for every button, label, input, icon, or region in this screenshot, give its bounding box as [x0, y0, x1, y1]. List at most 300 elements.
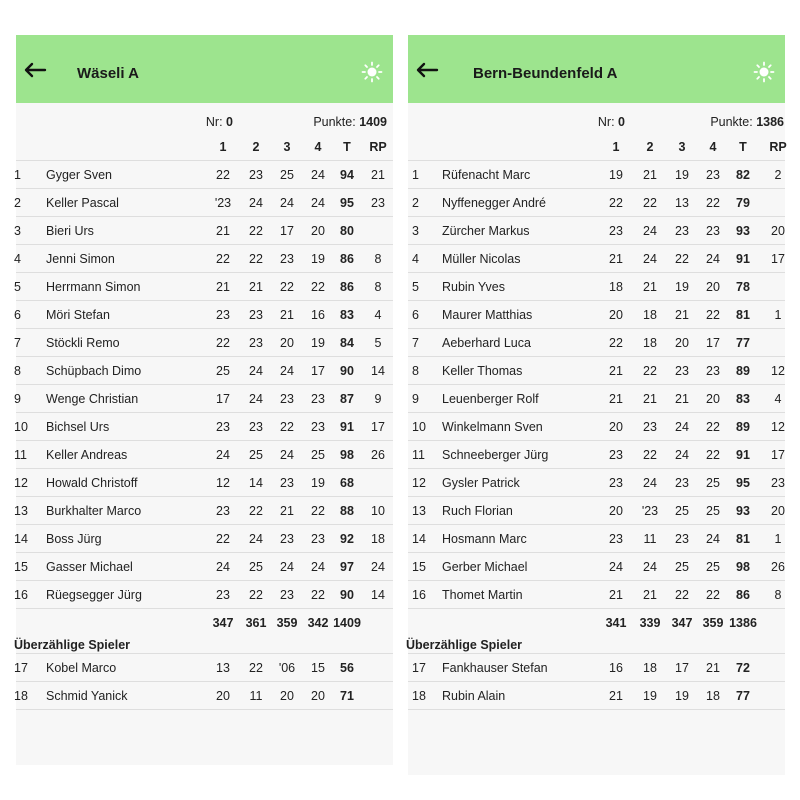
score-total: 89 [736, 420, 750, 434]
player-name: Kobel Marco [46, 661, 117, 675]
player-rank: 5 [412, 280, 419, 294]
table-row[interactable] [408, 468, 785, 496]
score-3: 21 [280, 504, 294, 518]
table-row[interactable] [408, 681, 785, 710]
score-total: 98 [736, 560, 750, 574]
player-rank: 11 [14, 448, 27, 462]
score-3: 20 [280, 689, 294, 703]
score-1: 24 [216, 560, 230, 574]
score-1: 23 [609, 224, 623, 238]
score-total: 72 [736, 661, 750, 675]
score-2: 23 [249, 420, 263, 434]
team-panel-left [16, 35, 393, 765]
table-row[interactable] [16, 524, 393, 552]
column-header-rp: RP [769, 140, 787, 154]
score-total: 68 [340, 476, 354, 490]
score-total: 77 [736, 336, 750, 350]
score-3: 24 [280, 364, 294, 378]
score-3: 23 [675, 532, 689, 546]
score-2: 11 [643, 532, 657, 546]
score-2: 22 [249, 224, 263, 238]
score-4: 23 [706, 168, 720, 182]
score-2: 24 [249, 532, 263, 546]
score-4: 22 [706, 308, 720, 322]
player-name: Fankhauser Stefan [442, 661, 548, 675]
score-3: 24 [280, 196, 294, 210]
score-rp: 4 [374, 308, 382, 322]
total-t: 1409 [333, 616, 361, 630]
player-rank: 14 [14, 532, 28, 546]
score-total: 83 [736, 392, 750, 406]
score-3: 24 [675, 420, 689, 434]
score-1: 25 [216, 364, 230, 378]
score-2: 22 [643, 364, 657, 378]
points-value: 1386 [756, 115, 784, 129]
table-row[interactable] [408, 328, 785, 356]
player-name: Gerber Michael [442, 560, 528, 574]
score-rp: 8 [374, 252, 382, 266]
table-row[interactable] [408, 300, 785, 328]
score-rp: 12 [771, 420, 785, 434]
table-row[interactable] [408, 244, 785, 272]
table-row[interactable] [408, 356, 785, 384]
table-row[interactable] [408, 412, 785, 440]
score-total: 95 [736, 476, 750, 490]
points-label-text: Punkte: [710, 115, 753, 129]
player-name: Keller Pascal [46, 196, 119, 210]
score-2: 18 [643, 661, 657, 675]
score-2: 14 [249, 476, 263, 490]
table-row[interactable] [16, 440, 393, 468]
player-name: Stöckli Remo [46, 336, 120, 350]
score-2: 23 [249, 308, 263, 322]
score-3: 19 [675, 280, 689, 294]
score-total: 89 [736, 364, 750, 378]
table-row[interactable] [408, 440, 785, 468]
score-rp: 14 [371, 364, 385, 378]
score-3: 21 [675, 392, 689, 406]
score-rp: 8 [374, 280, 382, 294]
score-3: 24 [675, 448, 689, 462]
score-total: 90 [340, 588, 354, 602]
player-rank: 6 [412, 308, 419, 322]
table-row[interactable] [16, 412, 393, 440]
score-2: 25 [249, 448, 263, 462]
score-3: 23 [280, 392, 294, 406]
table-row[interactable] [16, 272, 393, 300]
summary-row [16, 107, 393, 133]
score-3: 23 [675, 224, 689, 238]
score-3: 17 [280, 224, 294, 238]
player-name: Winkelmann Sven [442, 420, 543, 434]
player-name: Bichsel Urs [46, 420, 110, 434]
score-1: 20 [216, 689, 230, 703]
score-rp: 5 [374, 336, 382, 350]
score-1: 21 [216, 280, 230, 294]
player-name: Schmid Yanick [46, 689, 128, 703]
score-total: 56 [340, 661, 354, 675]
points-label-text: Punkte: [313, 115, 356, 129]
table-row[interactable] [408, 653, 785, 681]
column-header-total: T [343, 140, 351, 154]
score-rp: 14 [371, 588, 385, 602]
score-4: 22 [311, 280, 325, 294]
score-total: 97 [340, 560, 354, 574]
score-total: 81 [736, 532, 750, 546]
score-4: 22 [706, 448, 720, 462]
score-4: 21 [706, 661, 720, 675]
player-name: Maurer Matthias [442, 308, 533, 322]
score-4: 23 [706, 364, 720, 378]
arrow-left-icon[interactable] [24, 63, 46, 77]
team-title: Bern-Beundenfeld A [473, 65, 618, 82]
column-header-g2: 2 [252, 140, 260, 154]
score-4: 23 [706, 224, 720, 238]
score-total: 80 [340, 224, 354, 238]
score-1: 17 [216, 392, 230, 406]
table-row[interactable] [16, 580, 393, 608]
player-rank: 18 [412, 689, 426, 703]
score-total: 86 [340, 280, 354, 294]
player-rank: 2 [14, 196, 21, 210]
table-row[interactable] [408, 496, 785, 524]
score-1: 23 [216, 308, 230, 322]
player-rank: 5 [14, 280, 21, 294]
score-4: 23 [311, 532, 325, 546]
player-rank: 8 [412, 364, 419, 378]
totals-row [16, 608, 393, 635]
score-3: 13 [675, 196, 689, 210]
table-row[interactable] [16, 356, 393, 384]
score-total: 94 [340, 168, 354, 182]
score-2: 21 [643, 168, 657, 182]
score-total: 78 [736, 280, 750, 294]
score-1: 22 [609, 336, 623, 350]
total-s3: 359 [276, 616, 298, 630]
score-total: 95 [340, 196, 354, 210]
player-rank: 7 [14, 336, 21, 350]
player-rank: 7 [412, 336, 419, 350]
score-2: 11 [249, 689, 263, 703]
table-row[interactable] [16, 496, 393, 524]
score-rp: 17 [371, 420, 385, 434]
extra-players-label: Überzählige Spieler [14, 638, 131, 652]
totals-row [408, 608, 785, 635]
score-4: 24 [311, 560, 325, 574]
score-2: 24 [643, 224, 657, 238]
score-3: 23 [280, 588, 294, 602]
score-1: 12 [216, 476, 230, 490]
team-title: Wäseli A [77, 65, 139, 82]
score-1: 24 [609, 560, 623, 574]
score-3: 21 [675, 308, 689, 322]
score-rp: 2 [774, 168, 782, 182]
score-2: 22 [643, 448, 657, 462]
total-s3: 347 [671, 616, 693, 630]
score-4: 19 [311, 252, 325, 266]
score-1: 23 [609, 476, 623, 490]
score-4: 25 [706, 476, 720, 490]
points-indicator [710, 115, 784, 129]
score-total: 93 [736, 224, 750, 238]
column-header-g3: 3 [283, 140, 291, 154]
extra-players-label: Überzählige Spieler [406, 638, 523, 652]
table-row[interactable] [16, 160, 393, 188]
table-row[interactable] [408, 160, 785, 188]
column-header-total: T [739, 140, 747, 154]
score-2: 22 [249, 504, 263, 518]
player-name: Schüpbach Dimo [46, 364, 142, 378]
score-total: 91 [340, 420, 354, 434]
score-1: 22 [609, 196, 623, 210]
player-rank: 12 [412, 476, 426, 490]
score-rp: 26 [771, 560, 785, 574]
table-row[interactable] [16, 653, 393, 681]
nr-indicator [598, 115, 625, 129]
table-row[interactable] [16, 188, 393, 216]
table-row[interactable] [16, 681, 393, 710]
score-total: 77 [736, 689, 750, 703]
table-row[interactable] [408, 384, 785, 412]
score-2: 25 [249, 560, 263, 574]
total-s4: 359 [702, 616, 724, 630]
player-rank: 1 [412, 168, 419, 182]
score-2: 22 [249, 661, 263, 675]
score-4: 19 [311, 476, 325, 490]
score-4: 23 [311, 420, 325, 434]
score-total: 90 [340, 364, 354, 378]
table-row[interactable] [16, 216, 393, 244]
score-2: 24 [249, 196, 263, 210]
score-1: 23 [609, 532, 623, 546]
player-name: Bieri Urs [46, 224, 94, 238]
score-3: 25 [280, 168, 294, 182]
player-name: Müller Nicolas [442, 252, 521, 266]
score-4: 19 [311, 336, 325, 350]
score-1: 16 [609, 661, 623, 675]
table-row[interactable] [16, 328, 393, 356]
player-rank: 4 [14, 252, 21, 266]
app-header [16, 35, 393, 103]
score-2: 21 [643, 392, 657, 406]
score-3: '06 [278, 661, 296, 675]
sun-icon[interactable] [361, 61, 383, 83]
score-total: 71 [340, 689, 354, 703]
score-2: 22 [249, 252, 263, 266]
score-total: 98 [340, 448, 354, 462]
score-1: 21 [609, 588, 623, 602]
score-total: 88 [340, 504, 354, 518]
player-name: Nyffenegger André [442, 196, 547, 210]
score-table [408, 103, 785, 710]
player-rank: 16 [412, 588, 426, 602]
score-3: 22 [280, 280, 294, 294]
player-name: Rüfenacht Marc [442, 168, 531, 182]
score-4: 17 [311, 364, 325, 378]
nr-value: 0 [226, 115, 233, 129]
score-4: 22 [311, 588, 325, 602]
score-1: 21 [216, 224, 230, 238]
score-rp: 23 [371, 196, 385, 210]
table-row[interactable] [408, 524, 785, 552]
score-4: 24 [311, 168, 325, 182]
player-rank: 9 [412, 392, 419, 406]
column-header-g4: 4 [314, 140, 322, 154]
score-1: 23 [216, 504, 230, 518]
score-2: 22 [249, 588, 263, 602]
score-4: 22 [706, 196, 720, 210]
score-rp: 21 [371, 168, 385, 182]
score-rp: 12 [771, 364, 785, 378]
score-2: 19 [643, 689, 657, 703]
player-name: Rubin Yves [442, 280, 506, 294]
score-total: 82 [736, 168, 750, 182]
player-name: Hosmann Marc [442, 532, 527, 546]
table-row[interactable] [408, 216, 785, 244]
score-1: 22 [216, 168, 230, 182]
column-header-rp: RP [369, 140, 387, 154]
score-1: 20 [609, 504, 623, 518]
score-3: 25 [675, 560, 689, 574]
score-4: 25 [706, 504, 720, 518]
score-rp: 1 [774, 532, 782, 546]
score-1: 23 [216, 588, 230, 602]
team-panel-right [408, 35, 785, 775]
table-row[interactable] [16, 300, 393, 328]
score-4: 17 [706, 336, 720, 350]
score-1: 22 [216, 532, 230, 546]
player-rank: 10 [412, 420, 426, 434]
player-rank: 16 [14, 588, 28, 602]
player-name: Gysler Patrick [442, 476, 520, 490]
score-total: 86 [340, 252, 354, 266]
total-s4: 342 [307, 616, 329, 630]
table-row[interactable] [408, 272, 785, 300]
score-4: 15 [311, 661, 325, 675]
nr-label-text: Nr: [205, 115, 223, 129]
score-3: 20 [280, 336, 294, 350]
player-name: Rubin Alain [442, 689, 506, 703]
score-rp: 17 [771, 448, 785, 462]
arrow-left-icon[interactable] [416, 63, 438, 77]
player-rank: 13 [14, 504, 28, 518]
score-3: 22 [675, 588, 689, 602]
table-row[interactable] [16, 552, 393, 580]
player-name: Aeberhard Luca [442, 336, 531, 350]
player-name: Keller Andreas [46, 448, 128, 462]
score-1: 13 [216, 661, 230, 675]
score-rp: 8 [774, 588, 782, 602]
player-rank: 13 [412, 504, 426, 518]
score-1: 22 [216, 252, 230, 266]
table-row[interactable] [16, 384, 393, 412]
sun-icon[interactable] [753, 61, 775, 83]
player-rank: 11 [412, 448, 425, 462]
score-rp: 9 [374, 392, 382, 406]
score-1: 18 [609, 280, 623, 294]
score-4: 23 [311, 392, 325, 406]
score-1: 24 [216, 448, 230, 462]
player-rank: 3 [14, 224, 21, 238]
table-row[interactable] [408, 188, 785, 216]
player-name: Zürcher Markus [442, 224, 530, 238]
column-header-row [408, 133, 785, 160]
player-rank: 9 [14, 392, 21, 406]
player-rank: 10 [14, 420, 28, 434]
score-3: 23 [675, 364, 689, 378]
table-row[interactable] [16, 244, 393, 272]
column-header-row [16, 133, 393, 160]
score-rp: 4 [774, 392, 782, 406]
player-name: Schneeberger Jürg [442, 448, 549, 462]
nr-value: 0 [618, 115, 625, 129]
total-s1: 341 [605, 616, 627, 630]
player-name: Rüegsegger Jürg [46, 588, 142, 602]
score-total: 93 [736, 504, 750, 518]
nr-indicator [206, 115, 233, 129]
player-rank: 2 [412, 196, 419, 210]
score-1: 22 [216, 336, 230, 350]
score-3: 24 [280, 560, 294, 574]
score-2: 21 [249, 280, 263, 294]
score-1: 23 [216, 420, 230, 434]
total-s2: 339 [639, 616, 661, 630]
player-name: Wenge Christian [46, 392, 139, 406]
score-total: 81 [736, 308, 750, 322]
score-1: 20 [609, 308, 623, 322]
score-2: 18 [643, 308, 657, 322]
score-3: 22 [280, 420, 294, 434]
score-1: 21 [609, 252, 623, 266]
player-name: Howald Christoff [46, 476, 138, 490]
player-name: Burkhalter Marco [46, 504, 142, 518]
score-3: 21 [280, 308, 294, 322]
points-indicator [313, 115, 387, 129]
score-4: 24 [706, 252, 720, 266]
score-2: 23 [249, 168, 263, 182]
player-rank: 6 [14, 308, 21, 322]
score-4: 16 [311, 308, 325, 322]
score-total: 87 [340, 392, 354, 406]
table-row[interactable] [408, 580, 785, 608]
player-rank: 15 [412, 560, 426, 574]
score-2: '23 [641, 504, 659, 518]
column-header-g2: 2 [646, 140, 654, 154]
nr-label-text: Nr: [597, 115, 615, 129]
player-name: Leuenberger Rolf [442, 392, 539, 406]
score-2: 24 [643, 252, 657, 266]
column-header-g1: 1 [612, 140, 620, 154]
score-rp: 20 [771, 224, 785, 238]
score-1: 21 [609, 689, 623, 703]
extra-players-heading [408, 635, 785, 653]
player-name: Gyger Sven [46, 168, 113, 182]
score-2: 24 [249, 364, 263, 378]
total-t: 1386 [729, 616, 757, 630]
table-row[interactable] [16, 468, 393, 496]
score-4: 24 [706, 532, 720, 546]
score-1: 23 [609, 448, 623, 462]
total-s2: 361 [245, 616, 267, 630]
table-row[interactable] [408, 552, 785, 580]
player-name: Gasser Michael [46, 560, 133, 574]
summary-row [408, 107, 785, 133]
score-rp: 1 [774, 308, 782, 322]
score-table [16, 103, 393, 710]
player-name: Herrmann Simon [46, 280, 141, 294]
score-3: 23 [280, 532, 294, 546]
score-4: 20 [706, 392, 720, 406]
